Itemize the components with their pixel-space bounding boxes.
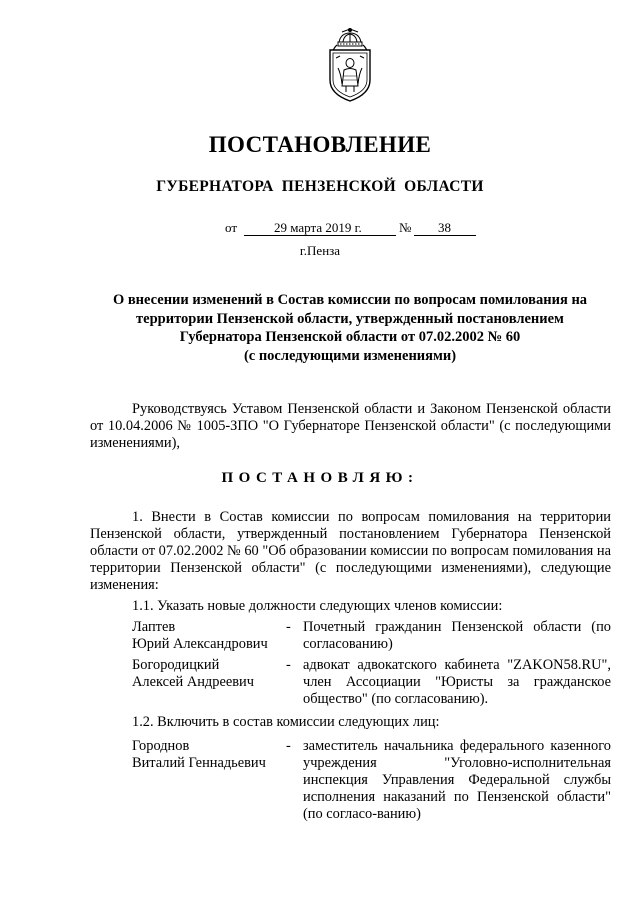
document-number: 38 — [438, 220, 451, 235]
member-name — [132, 657, 292, 691]
member-dash: - — [286, 619, 291, 635]
date-prefix: от — [225, 220, 238, 235]
member-surname: Богородицкий — [132, 657, 220, 673]
city-name: г.Пенза — [299, 243, 341, 258]
member-description: адвокат адвокатского кабинета "ZAKON58.RU", член Ассоциации "Юристы за гражданское общество" (по согласованию). — [303, 657, 611, 707]
date-underline — [244, 235, 396, 236]
intro-paragraph: Руководствуясь Уставом Пензенской области и Законом Пензенской области от 10.04.2006 № 1005-ЗПО "О Губернаторе Пензенской области" (с последующими изменениями), — [90, 401, 611, 451]
item-1-paragraph: 1. Внести в Состав комиссии по вопросам помилования на территории Пензенской области, утвержденный постановлением Губернатора Пензенской области от 07.02.2002 № 60 "Об образовании комиссии по вопросам помилования на территории Пензенской области" (с последующими изменениями), следующие изменения: — [90, 509, 611, 593]
member-given-names: Алексей Андреевич — [132, 674, 254, 690]
member-dash: - — [286, 738, 291, 754]
heading-line: (с последующими изменениями) — [243, 347, 457, 364]
heading-line: Губернатора Пензенской области от 07.02.2002 № 60 — [179, 329, 521, 345]
number-underline — [414, 235, 476, 236]
member-dash: - — [286, 657, 291, 673]
decree-word: ПОСТАНОВЛЯЮ: — [221, 470, 419, 486]
heading-line: О внесении изменений в Состав комиссии по вопросам помилования на — [112, 292, 588, 308]
member-name — [132, 619, 292, 653]
member-name — [132, 738, 292, 772]
item-1-2: 1.2. Включить в состав комиссии следующих лиц: — [132, 714, 440, 730]
item-1-1: 1.1. Указать новые должности следующих членов комиссии: — [132, 598, 503, 614]
coat-of-arms-emblem — [321, 28, 379, 104]
document-subtitle: ГУБЕРНАТОРА ПЕНЗЕНСКОЙ ОБЛАСТИ — [156, 178, 484, 195]
member-given-names: Юрий Александрович — [132, 636, 268, 652]
member-description: Почетный гражданин Пензенской области (по согласованию) — [303, 619, 611, 652]
member-given-names: Виталий Геннадьевич — [132, 755, 266, 771]
document-title: ПОСТАНОВЛЕНИЕ — [208, 132, 432, 157]
member-surname: Лаптев — [132, 619, 176, 635]
document-heading — [90, 291, 610, 365]
member-surname: Городнов — [132, 738, 190, 754]
member-description: заместитель начальника федерального казенного учреждения "Уголовно-исполнительная инспекция Управления Федеральной службы исполнения наказаний по Пензенской области" (по согласо-ванию) — [303, 738, 611, 822]
number-prefix: № — [399, 220, 412, 235]
heading-line: территории Пензенской области, утвержденный постановлением — [136, 310, 564, 327]
document-date: 29 марта 2019 г. — [274, 220, 362, 235]
